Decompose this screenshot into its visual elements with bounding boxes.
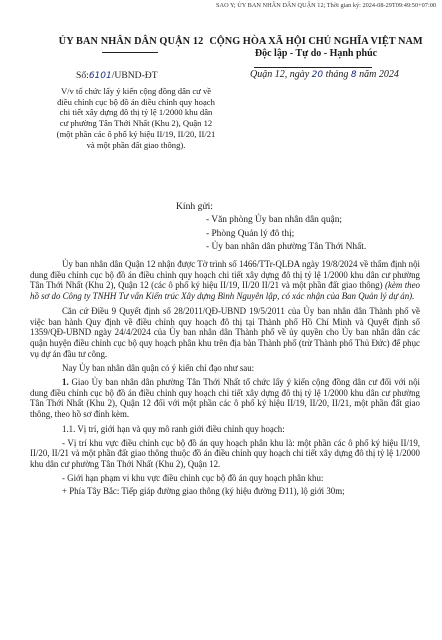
paragraph-text: Ủy ban nhân dân Quận 12 nhận được Tờ trình số 1466/TTr-QLĐA ngày 19/8/2024 về thẩm định nội dung điều chỉnh cục bộ đồ án điều chỉnh quy hoạch chi tiết xây dựng đô thị tỷ lệ 1/2000 khu dân cư phường Tân Thới Nhất (Khu 2), Quận 12 (các ô phố ký hiệu II/19, II/20 II/21 và một phần đất giao thông) (30, 259, 420, 291)
recipient-list (206, 214, 366, 255)
recipient-item: - Phòng Quản lý đô thị; (206, 228, 295, 239)
authority-underline (102, 52, 158, 53)
paragraph-item-1-1: 1.1. Vị trí, giới hạn và quy mô ranh giới điều chỉnh quy hoạch: (62, 423, 285, 434)
date-month-handwritten: 8 (350, 70, 357, 80)
digital-signature-stamp: SAO Y; ỦY BAN NHÂN DÂN QUẬN 12; Thời gian ký: 2024-08-29T09:49:50+07:00 (216, 2, 436, 9)
national-title: CỘNG HÒA XÃ HỘI CHỦ NGHĨA VIỆT NAM (209, 36, 423, 47)
national-title-block (200, 36, 432, 59)
issue-date (250, 69, 399, 80)
motto-underline (254, 67, 372, 68)
item-text: Giao Ủy ban nhân dân phường Tân Thới Nhất tổ chức lấy ý kiến cộng đồng dân cư đối với nội dung điều chỉnh cục bộ đồ án điều chỉnh quy hoạch chi tiết xây dựng đô thị tỷ lệ 1/2000 khu dân cư phường Tân Thới Nhất (Khu 2), Quận 12 đối với một phần các ô phố ký hiệu II/19, II/20, II/21, một phần đất giao thông, theo hồ sơ đính kèm. (30, 377, 420, 420)
paragraph-italic-note: (kèm theo hồ sơ do Công ty TNHH Tư vấn Kiến trúc Xây dựng Bình Nguyên lập, có xác nhận của Ban Quản lý dự án). (30, 280, 420, 302)
document-body (30, 259, 420, 500)
paragraph-item-1 (30, 377, 420, 420)
paragraph-boundary: - Giới hạn phạm vi khu vực điều chỉnh cục bộ đồ án quy hoạch phân khu: (62, 472, 324, 483)
paragraph-submission (30, 259, 420, 302)
paragraph-location: - Vị trí khu vực điều chỉnh cục bộ đồ án quy hoạch phân khu là: một phần các ô phố ký hiệu II/19, II/20, II/21 và một phần đất giao thông thuộc đồ án điều chỉnh quy hoạch chi tiết xây dựng đô thị tỷ lệ 1/2000 khu dân cư phường Tân Thới Nhất (Khu 2), Quận 12. (30, 437, 420, 469)
recipient-item: - Văn phòng Ủy ban nhân dân quận; (206, 215, 342, 225)
date-place: Quận 12, ngày (250, 69, 310, 80)
recipient-item: - Ủy ban nhân dân phường Tân Thới Nhất. (206, 242, 367, 253)
issuing-authority: ỦY BAN NHÂN DÂN QUẬN 12 (58, 36, 204, 47)
doc-number-prefix: Số: (76, 70, 89, 81)
doc-number-suffix: /UBND-ĐT (111, 70, 158, 81)
paragraph-directive-intro: Nay Ủy ban nhân dân quận có ý kiến chỉ đạo như sau: (62, 363, 255, 374)
date-month-label: tháng (325, 69, 349, 80)
issuing-authority-block (46, 36, 216, 47)
date-year: năm 2024 (359, 69, 399, 80)
date-day-handwritten: 20 (311, 70, 324, 80)
paragraph-legal-basis: Căn cứ Điều 9 Quyết định số 28/2011/QĐ-UBND 19/5/2011 của Ủy ban nhân dân Thành phố về việc ban hành Quy định về điều chỉnh quy hoạch đô thị tại Thành phố Hồ Chí Minh và Quyết định số 1359/QĐ-UBND ngày 24/4/2024 của Ủy ban nhân dân Thành phố về ủy quyền cho Ủy ban nhân dân các quận huyện điều chỉnh cục bộ quy hoạch phân khu trên địa bàn Thành phố (trừ Thành phố Thủ Đức) để phục vụ dự án đầu tư công. (30, 305, 420, 359)
national-motto: Độc lập - Tự do - Hạnh phúc (254, 48, 378, 59)
document-summary: V/v tổ chức lấy ý kiến cộng đồng dân cư về điều chỉnh cục bộ đồ án điều chỉnh quy hoạch chi tiết xây dựng đô thị tỷ lệ 1/2000 khu dân cư phường Tân Thới Nhất (Khu 2), Quận 12 (một phần các ô phố ký hiệu II/19, II/20, II/21 và một phần đất giao thông). (56, 86, 216, 150)
doc-number-handwritten: 6101 (88, 71, 112, 81)
item-number: 1. (62, 377, 69, 388)
greeting: Kính gửi: (176, 201, 213, 212)
paragraph-northwest: + Phía Tây Bắc: Tiếp giáp đường giao thông (ký hiệu đường Đ11), lộ giới 30m; (62, 486, 345, 497)
document-number (76, 70, 158, 81)
